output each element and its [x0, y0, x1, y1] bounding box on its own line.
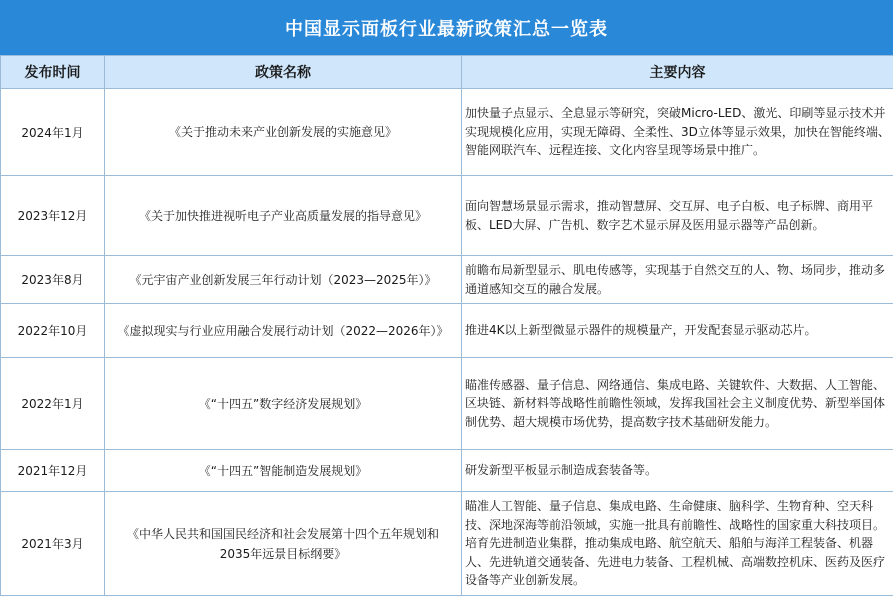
policy-table — [0, 55, 893, 596]
cell-date: 2022年1月 — [1, 358, 105, 450]
header-name: 政策名称 — [105, 56, 462, 89]
cell-content: 瞄准人工智能、量子信息、集成电路、生命健康、脑科学、生物育种、空天科技、深地深海等前沿领域，实施一批具有前瞻性、战略性的国家重大科技项目。培育先进制造业集群，推动集成电路、航空航天、船舶与海洋工程装备、机器人、先进轨道交通装备、先进电力装备、工程机械、高端数控机床、医药及医疗设备等产业创新发展。 — [462, 492, 893, 596]
cell-date: 2022年10月 — [1, 304, 105, 358]
cell-date: 2021年3月 — [1, 492, 105, 596]
cell-content: 加快量子点显示、全息显示等研究，突破Micro-LED、激光、印刷等显示技术并实现规模化应用，实现无障碍、全柔性、3D立体等显示效果，加快在智能终端、智能网联汽车、远程连接、文化内容呈现等场景中推广。 — [462, 89, 893, 176]
cell-policy-name: 《“十四五”数字经济发展规划》 — [105, 358, 462, 450]
cell-policy-name: 《“十四五”智能制造发展规划》 — [105, 450, 462, 492]
table-row — [1, 492, 893, 596]
cell-content: 面向智慧场景显示需求，推动智慧屏、交互屏、电子白板、电子标牌、商用平板、LED大屏、广告机、数字艺术显示屏及医用显示器等产品创新。 — [462, 176, 893, 256]
header-date: 发布时间 — [1, 56, 105, 89]
table-row — [1, 450, 893, 492]
cell-content: 前瞻布局新型显示、肌电传感等，实现基于自然交互的人、物、场同步，推动多通道感知交互的融合发展。 — [462, 256, 893, 304]
cell-date: 2021年12月 — [1, 450, 105, 492]
table-row — [1, 176, 893, 256]
page-title: 中国显示面板行业最新政策汇总一览表 — [0, 0, 893, 55]
cell-policy-name: 《关于推动未来产业创新发展的实施意见》 — [105, 89, 462, 176]
cell-content: 瞄准传感器、量子信息、网络通信、集成电路、关键软件、大数据、人工智能、区块链、新材料等战略性前瞻性领域，发挥我国社会主义制度优势、新型举国体制优势、超大规模市场优势，提高数字技术基础研发能力。 — [462, 358, 893, 450]
table-row — [1, 89, 893, 176]
cell-content: 推进4K以上新型微显示器件的规模量产，开发配套显示驱动芯片。 — [462, 304, 893, 358]
cell-date: 2023年8月 — [1, 256, 105, 304]
cell-policy-name: 《关于加快推进视听电子产业高质量发展的指导意见》 — [105, 176, 462, 256]
cell-policy-name: 《元宇宙产业创新发展三年行动计划（2023—2025年）》 — [105, 256, 462, 304]
table-header-row — [1, 56, 893, 89]
cell-date: 2023年12月 — [1, 176, 105, 256]
header-content: 主要内容 — [462, 56, 893, 89]
table-row — [1, 358, 893, 450]
cell-policy-name: 《中华人民共和国国民经济和社会发展第十四个五年规划和2035年远景目标纲要》 — [105, 492, 462, 596]
cell-content: 研发新型平板显示制造成套装备等。 — [462, 450, 893, 492]
cell-policy-name: 《虚拟现实与行业应用融合发展行动计划（2022—2026年）》 — [105, 304, 462, 358]
table-row — [1, 304, 893, 358]
table-row — [1, 256, 893, 304]
cell-date: 2024年1月 — [1, 89, 105, 176]
